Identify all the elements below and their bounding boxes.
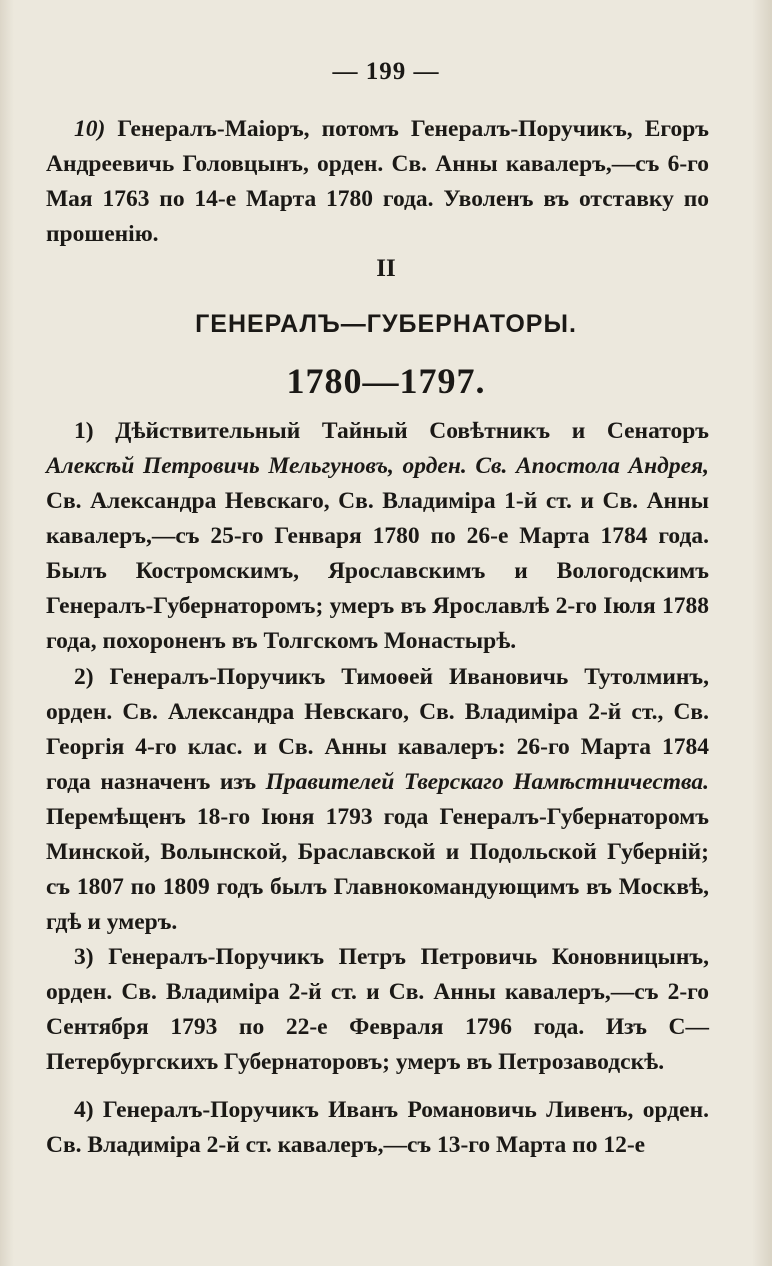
entry-1-details: Св. Александра Невскаго, Св. Владиміра 1-й ст. и Св. Анны кавалеръ,—съ 25-го Генваря 1780 по 26-е Марта 1784 года. Былъ Костромскимъ, Ярославскимъ и Вологодскимъ Генералъ-Губернаторомъ; умеръ въ Ярославлѣ 2-го Іюля 1788 года, похороненъ въ Толгскомъ Монастырѣ. bbox=[46, 488, 709, 654]
entry-2-name: Правителей Тверскаго Намѣстничества. bbox=[265, 769, 710, 795]
entry-2-paragraph bbox=[46, 660, 709, 940]
entry-3-paragraph bbox=[46, 940, 709, 1080]
section-number: II bbox=[376, 255, 396, 282]
entry-2 bbox=[46, 660, 709, 940]
intro-entry-text: Генералъ-Маіоръ, потомъ Генералъ-Поручикъ, Егоръ Андреевичь Головцынъ, орден. Св. Анны кавалеръ,—съ 6-го Мая 1763 по 14-е Марта 1780 года. Уволенъ въ отставку по прошенію. bbox=[46, 116, 709, 247]
intro-paragraph bbox=[46, 112, 709, 252]
entry-1-paragraph bbox=[46, 414, 709, 659]
entry-3-text: 3) Генералъ-Поручикъ Петръ Петровичь Коновницынъ, орден. Св. Владиміра 2-й ст. и Св. Анны кавалеръ,—съ 2-го Сентября 1793 по 22-е Февраля 1796 года. Изъ С—Петербургскихъ Губернаторовъ; умеръ въ Петрозаводскѣ. bbox=[46, 944, 709, 1075]
entry-3 bbox=[46, 940, 709, 1080]
entry-1-name: Алексѣй Петровичь Мельгуновъ, орден. Св. Апостола Андрея, bbox=[46, 453, 709, 479]
entry-4-paragraph bbox=[46, 1093, 709, 1163]
section-title: ГЕНЕРАЛЪ—ГУБЕРНАТОРЫ. bbox=[195, 310, 577, 338]
entry-2-text: 2) Генералъ-Поручикъ Тимоѳей Ивановичь Тутолминъ, орден. Св. Александра Невскаго, Св. Владиміра 2-й ст., Св. Георгія 4-го клас. и Св. Анны кавалеръ: 26-го Марта 1784 года назначенъ изъ bbox=[46, 664, 709, 795]
entry-4-text: 4) Генералъ-Поручикъ Иванъ Романовичь Ливенъ, орден. Св. Владиміра 2-й ст. кавалеръ,—съ 13-го Марта по 12-е bbox=[46, 1097, 709, 1158]
intro-entry bbox=[46, 112, 709, 252]
intro-entry-number: 10) bbox=[74, 116, 106, 142]
entry-4 bbox=[46, 1093, 709, 1163]
entry-1-text: 1) Дѣйствительный Тайный Совѣтникъ и Сенаторъ bbox=[74, 418, 709, 444]
entry-2-details: Перемѣщенъ 18-го Іюня 1793 года Генералъ-Губернаторомъ Минской, Волынской, Браславской и Подольской Губерній; съ 1807 по 1809 годъ былъ Главнокомандующимъ въ Москвѣ, гдѣ и умеръ. bbox=[46, 804, 709, 935]
section-years: 1780—1797. bbox=[286, 361, 486, 401]
entry-1 bbox=[46, 414, 709, 659]
page-number: — 199 — bbox=[332, 58, 440, 85]
